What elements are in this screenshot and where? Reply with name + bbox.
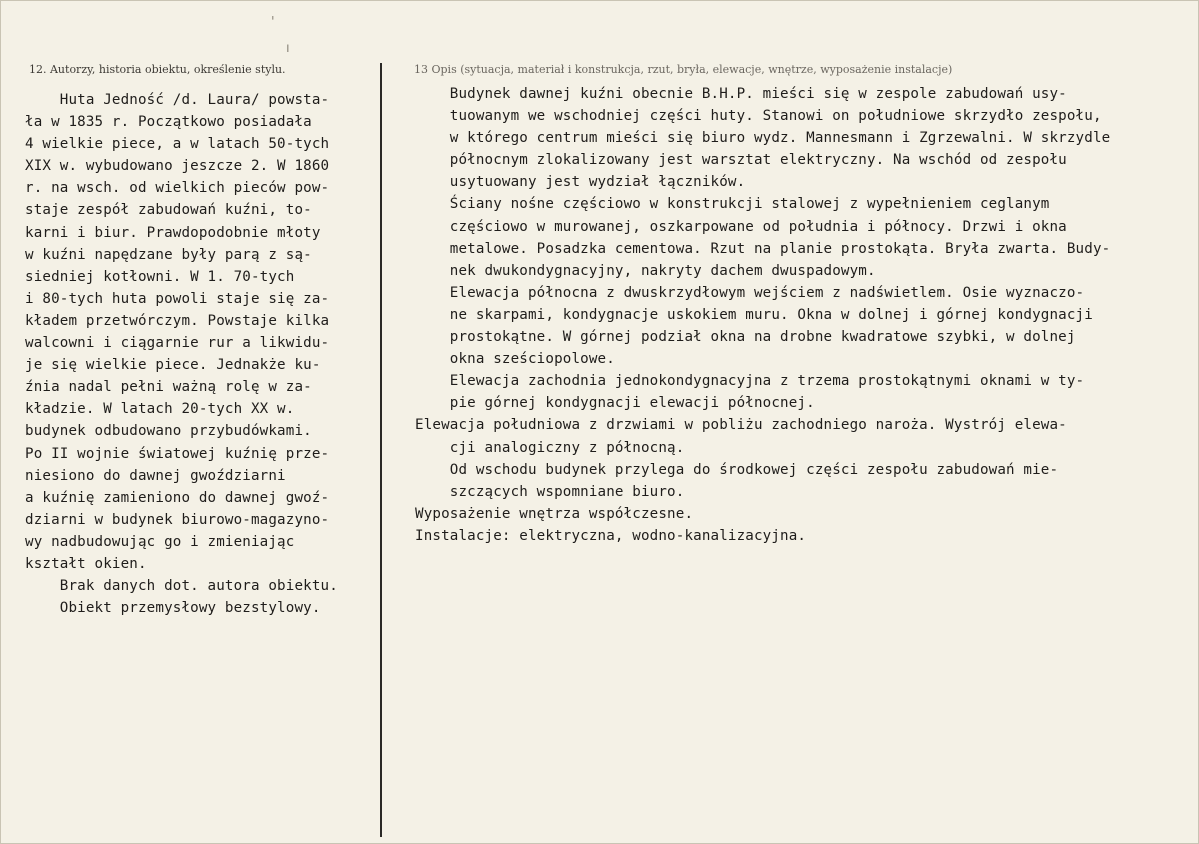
scan-mark-1: ' [271, 15, 275, 30]
history-line: kształt okien. [25, 555, 147, 572]
history-line: Obiekt przemysłowy bezstylowy. [25, 600, 321, 617]
description-line: nek dwukondygnacyjny, nakryty dachem dwuspadowym. [415, 262, 876, 279]
history-line: kładem przetwórczym. Powstaje kilka [25, 312, 330, 329]
history-line: 4 wielkie piece, a w latach 50-tych [25, 136, 330, 153]
history-line: je się wielkie piece. Jednakże ku- [25, 357, 321, 374]
description-line: okna sześciopolowe. [415, 351, 615, 368]
history-line: staje zespół zabudowań kuźni, to- [25, 202, 312, 219]
description-line: tuowanym we wschodniej części huty. Stanowi on południowe skrzydło zespołu, [415, 108, 1102, 125]
description-line: Elewacja południowa z drzwiami w pobliżu zachodniego naroża. Wystrój elewa- [415, 417, 1067, 434]
history-line: niesiono do dawnej gwoździarni [25, 467, 286, 484]
description-line: metalowe. Posadzka cementowa. Rzut na planie prostokąta. Bryła zwarta. Budy- [415, 240, 1111, 257]
history-line: Huta Jedność /d. Laura/ powsta- [25, 92, 330, 108]
description-line: szczących wspomniane biuro. [415, 483, 685, 500]
history-line: XIX w. wybudowano jeszcze 2. W 1860 [25, 158, 330, 175]
description-line: prostokątne. W górnej podział okna na drobne kwadratowe szybki, w dolnej [415, 329, 1076, 346]
description-line: Wyposażenie wnętrza współczesne. [415, 505, 694, 522]
history-line: r. na wsch. od wielkich pieców pow- [25, 180, 330, 197]
history-line: i 80-tych huta powoli staje się za- [25, 290, 330, 307]
history-line: ła w 1835 r. Początkowo posiadała [25, 114, 312, 131]
history-line: budynek odbudowano przybudówkami. [25, 423, 312, 440]
history-line: dziarni w budynek biurowo-magazyno- [25, 511, 330, 528]
description-line: Od wschodu budynek przylega do środkowej części zespołu zabudowań mie- [415, 461, 1059, 478]
description-line: Budynek dawnej kuźni obecnie B.H.P. mieści się w zespole zabudowań usy- [415, 86, 1067, 102]
description-line: ne skarpami, kondygnacje uskokiem muru. Okna w dolnej i górnej kondygnacji [415, 306, 1093, 323]
section-12-label: 12. Autorzy, historia obiektu, określenie stylu. [29, 63, 286, 76]
history-line: walcowni i ciągarnie rur a likwidu- [25, 335, 330, 352]
history-line: Brak danych dot. autora obiektu. [25, 578, 338, 595]
section-13-label: 13 Opis (sytuacja, materiał i konstrukcja, rzut, bryła, elewacje, wnętrze, wyposażenie instalacje) [414, 63, 953, 76]
history-line: karni i biur. Prawdopodobnie młoty [25, 224, 321, 241]
history-line: źnia nadal pełni ważną rolę w za- [25, 379, 312, 396]
description-line: Elewacja zachodnia jednokondygnacyjna z trzema prostokątnymi oknami w ty- [415, 373, 1085, 390]
description-line: Instalacje: elektryczna, wodno-kanalizacyjna. [415, 527, 807, 544]
description-line: częściowo w murowanej, oszkarpowane od południa i północy. Drzwi i okna [415, 218, 1067, 235]
description-line: w którego centrum mieści się biuro wydz. Mannesmann i Zgrzewalni. W skrzydle [415, 130, 1111, 147]
history-line: a kuźnię zamieniono do dawnej gwoź- [25, 489, 330, 506]
description-line: pie górnej kondygnacji elewacji północnej. [415, 395, 815, 412]
description-line: północnym zlokalizowany jest warsztat elektryczny. Na wschód od zespołu [415, 152, 1067, 169]
description-line: Ściany nośne częściowo w konstrukcji stalowej z wypełnieniem ceglanym [415, 196, 1050, 213]
history-line: kładzie. W latach 20-tych XX w. [25, 401, 295, 418]
history-line: siedniej kotłowni. W 1. 70-tych [25, 268, 295, 285]
description-line: cji analogiczny z północną. [415, 439, 685, 456]
scan-mark-2: ı [286, 41, 290, 56]
history-line: w kuźni napędzane były parą z są- [25, 246, 312, 263]
history-line: Po II wojnie światowej kuźnię prze- [25, 445, 330, 462]
description-text-column [415, 83, 1199, 547]
description-line: Elewacja północna z dwuskrzydłowym wejściem z nadświetlem. Osie wyznaczo- [415, 284, 1085, 301]
description-line: usytuowany jest wydział łączników. [415, 174, 746, 191]
history-line: wy nadbudowując go i zmieniając [25, 533, 295, 550]
history-text-column [25, 89, 395, 619]
